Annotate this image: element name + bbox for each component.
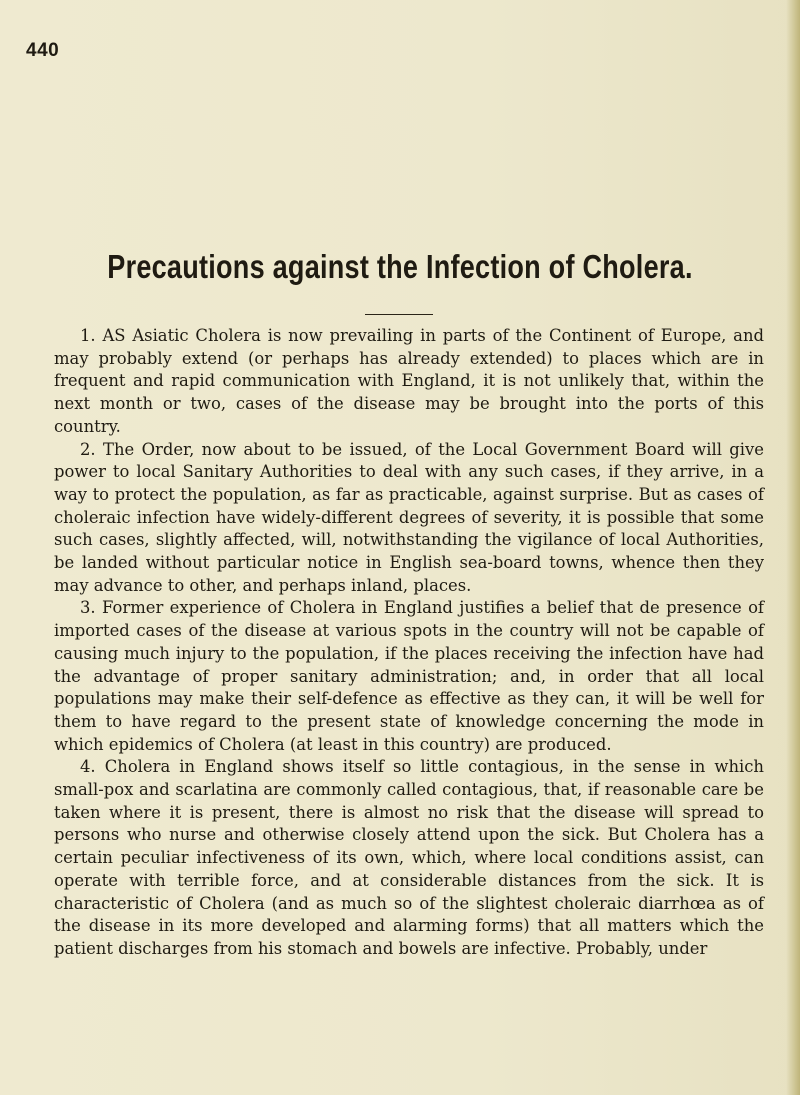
paragraph-4: 4. Cholera in England shows itself so little contagious, in the sense in which small-pox and scarlatina are commonly called contagious, that, if reasonable care be taken where it is present, there is almost no risk that the disease will spread to persons who nurse and otherwise closely attend upon the sick. But Cholera has a certain peculiar infectiveness of its own, which, where local conditions assist, can operate with terrible force, and at considerable distances from the sick. It is characteristic of Cholera (and as much so of the slightest choleraic diarrhœa as of the disease in its more developed and alarming forms) that all matters which the patient discharges from his stomach and bowels are infective. Probably, under (54, 757, 764, 958)
page-title: Precautions against the Infection of Cholera. (107, 248, 693, 285)
page-number: 440 (26, 40, 60, 61)
page-edge-shadow (786, 0, 800, 1095)
article-body (54, 325, 764, 961)
paragraph-2: 2. The Order, now about to be issued, of the Local Government Board will give power to local Sanitary Authorities to deal with any such cases, if they arrive, in a way to protect the population, as far as practicable, against surprise. But as cases of choleraic infection have widely-different degrees of severity, it is possible that some such cases, slightly affected, will, notwithstanding the vigilance of local Authorities, be landed without particular notice in English sea-board towns, whence then they may advance to other, and perhaps inland, places. (54, 439, 764, 595)
paragraph-1: 1. AS Asiatic Cholera is now prevailing in parts of the Continent of Europe, and may probably extend (or perhaps has already extended) to places which are in frequent and rapid communication with England, it is not unlikely that, within the next month or two, cases of the disease may be brought into the ports of this country. (54, 326, 764, 436)
paragraph-3: 3. Former experience of Cholera in England justifies a belief that de presence of imported cases of the disease at various spots in the country will not be capable of causing much injury to the population, if the places receiving the infection have had the advantage of proper sanitary administration; and, in order that all local populations may make their self-defence as effective as they can, it will be well for them to have regard to the present state of knowledge concerning the mode in which epidemics of Cholera (at least in this country) are produced. (54, 598, 764, 754)
title-divider (365, 314, 433, 315)
